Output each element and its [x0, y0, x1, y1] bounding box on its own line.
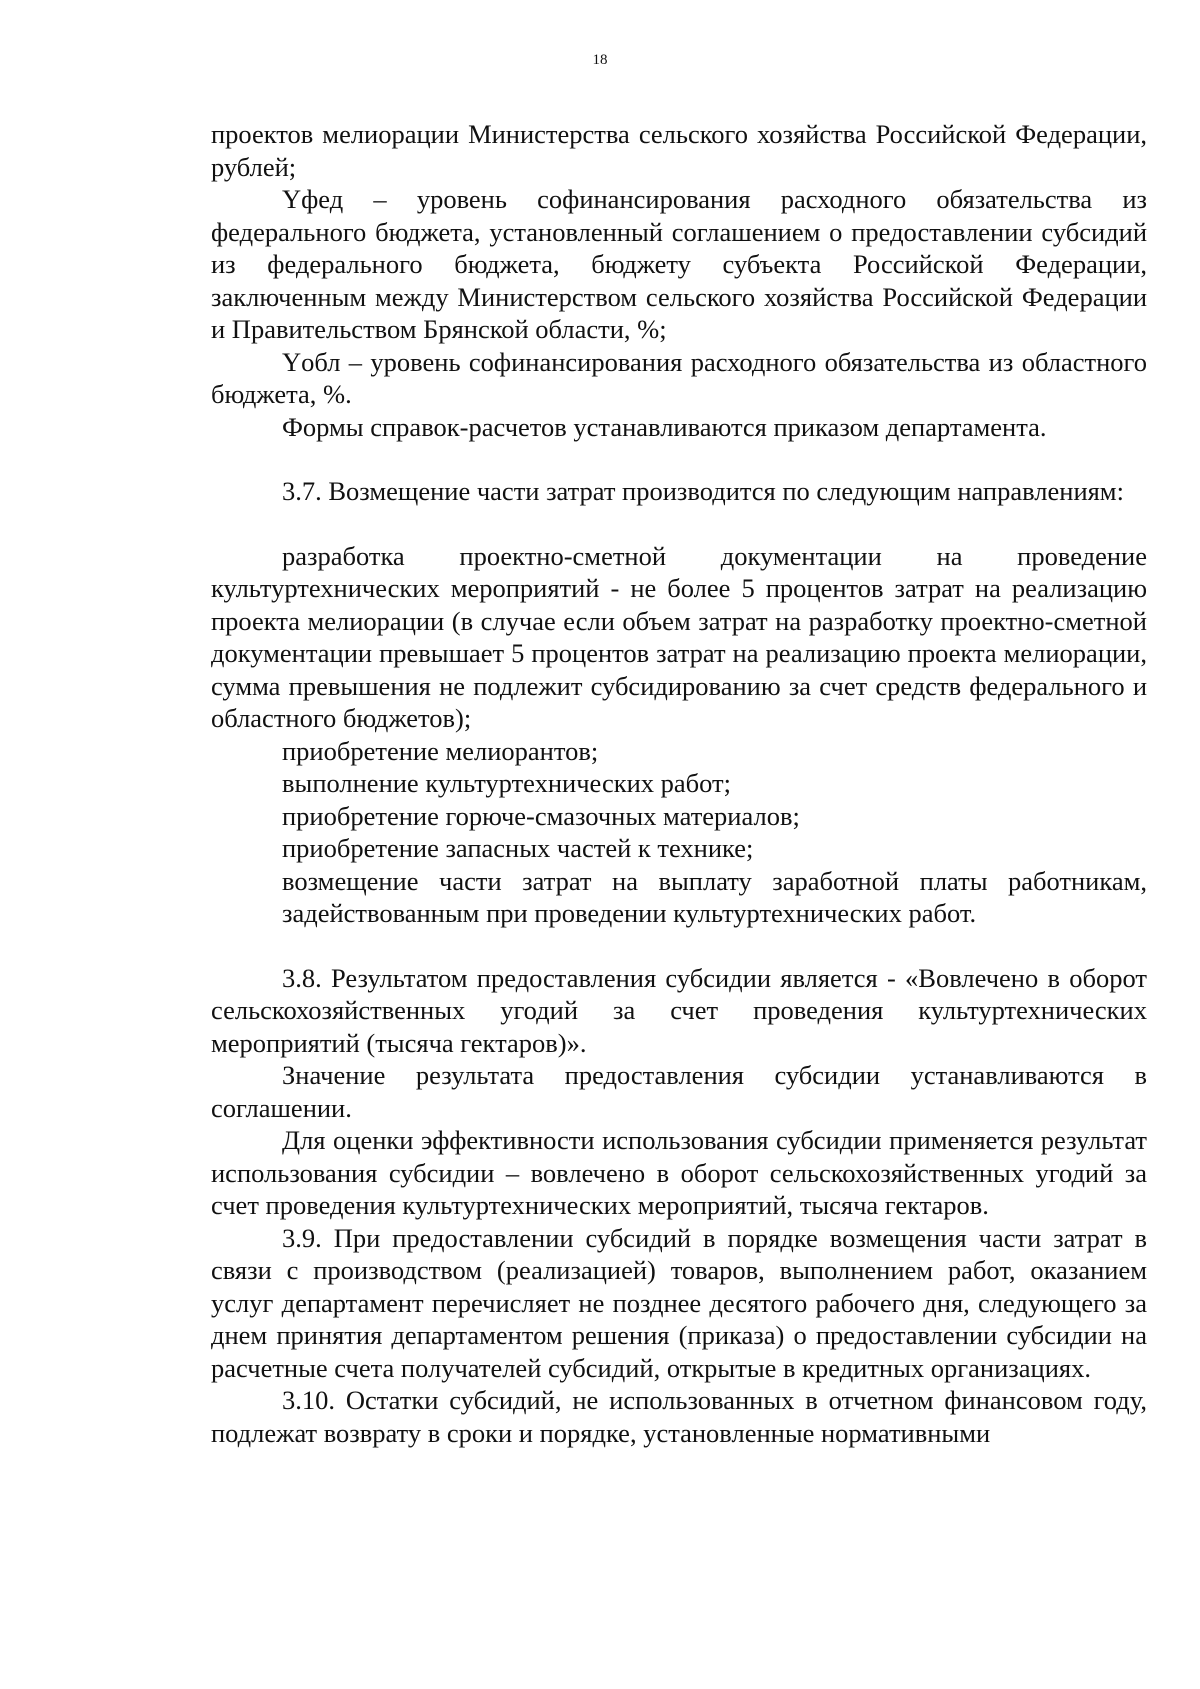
page-number: 18 [592, 52, 608, 68]
paragraph-y-fed: Yфед – уровень софинансирования расходного обязательства из федерального бюджета, установленный соглашением о предоставлении субсидий из федерального бюджета, бюджету субъекта Российской Федерации, заключенным между Министерством сельского хозяйства Российской Федерации и Правительством Брянской области, %; [211, 184, 1147, 344]
paragraph-3-9: 3.9. При предоставлении субсидий в порядке возмещения части затрат в связи с производством (реализацией) товаров, выполнением работ, оказанием услуг департамент перечисляет не позднее десятого рабочего дня, следующего за днем принятия департаментом решения (приказа) о предоставлении субсидии на расчетные счета получателей субсидий, открытые в кредитных организациях. [211, 1222, 1147, 1383]
paragraph-y-obl: Yобл – уровень софинансирования расходного обязательства из областного бюджета, %. [211, 346, 1147, 409]
list-item-fuel: приобретение горюче-смазочных материалов; [282, 800, 800, 831]
paragraph-forms: Формы справок-расчетов устанавливаются приказом департамента. [282, 411, 1047, 442]
list-item-meliorants: приобретение мелиорантов; [282, 735, 599, 766]
paragraph-efficiency: Для оценки эффективности использования субсидии применяется результат использования субсидии – вовлечено в оборот сельскохозяйственных угодий за счет проведения культуртехнических мероприятий, тысяча гектаров. [211, 1125, 1147, 1220]
list-item-design-docs: разработка проектно-сметной документации на проведение культуртехнических мероприятий - не более 5 процентов затрат на реализацию проекта мелиорации (в случае если объем затрат на разработку проектно-сметной документации превышает 5 процентов затрат на реализацию проекта мелиорации, сумма превышения не подлежит субсидированию за счет средств федерального и областного бюджетов); [211, 540, 1147, 733]
paragraph-continuation: проектов мелиорации Министерства сельского хозяйства Российской Федерации, рублей; [211, 119, 1147, 182]
paragraph-result-value: Значение результата предоставления субсидии устанавливаются в соглашении. [211, 1060, 1147, 1123]
list-item-salary: возмещение части затрат на выплату заработной платы работникам, задействованным при проведении культуртехнических работ. [282, 865, 1147, 928]
list-item-spare-parts: приобретение запасных частей к технике; [282, 833, 754, 863]
paragraph-3-7: 3.7. Возмещение части затрат производится по следующим направлениям: [282, 476, 1124, 506]
document-body [211, 118, 1147, 1449]
paragraph-3-10: 3.10. Остатки субсидий, не использованных в отчетном финансовом году, подлежат возврату в сроки и порядке, установленные нормативными [211, 1385, 1147, 1448]
list-item-works: выполнение культуртехнических работ; [282, 768, 731, 798]
paragraph-3-8: 3.8. Результатом предоставления субсидии является - «Вовлечено в оборот сельскохозяйственных угодий за счет проведения культуртехнических мероприятий (тысяча гектаров)». [211, 962, 1147, 1058]
